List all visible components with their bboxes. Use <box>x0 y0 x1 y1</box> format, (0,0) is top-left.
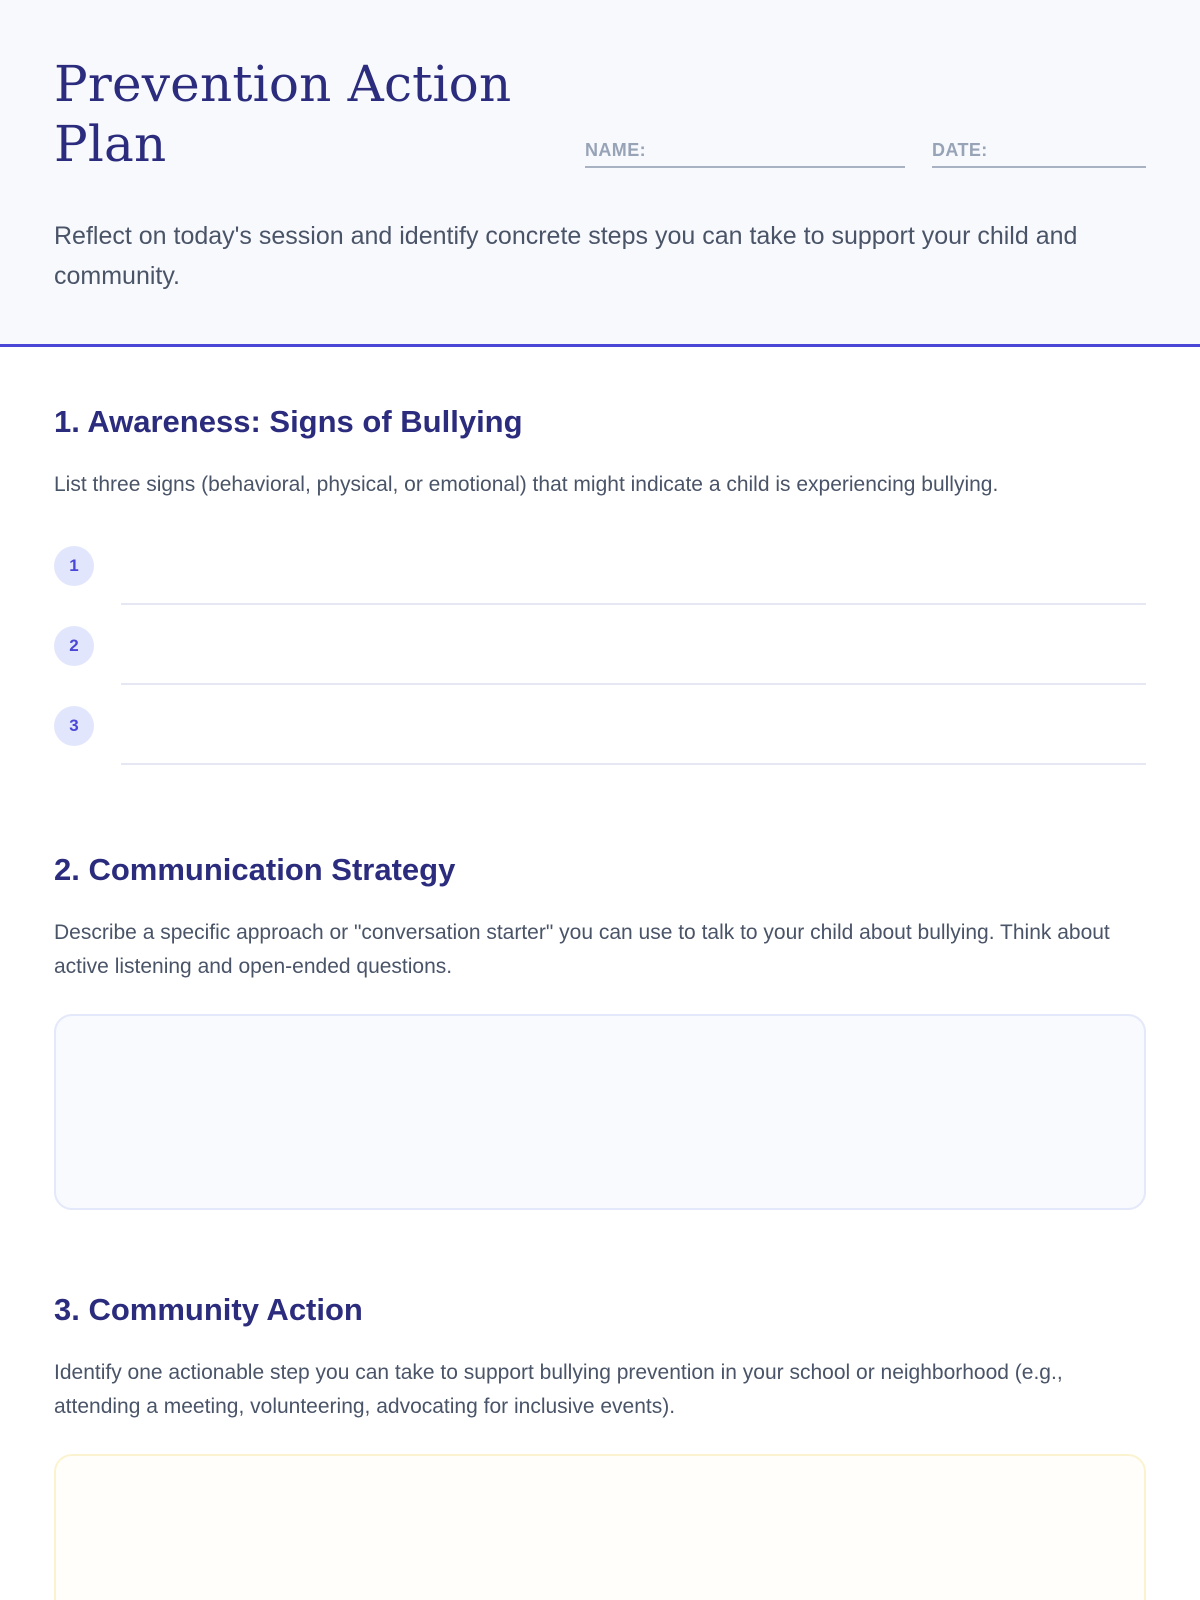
section-description: List three signs (behavioral, physical, or emotional) that might indicate a child is experiencing bullying. <box>54 473 999 496</box>
section-awareness <box>54 402 1146 776</box>
section-description: Describe a specific approach or "conversation starter" you can use to talk to your child about bullying. Think about active listening and open-ended questions. <box>54 921 1110 978</box>
sign-row-2 <box>54 616 1146 696</box>
sign-answer-line-1[interactable] <box>121 603 1146 605</box>
sign-answer-line-2[interactable] <box>121 683 1146 685</box>
page-title: Prevention Action Plan <box>54 55 512 173</box>
section-community <box>54 1290 1146 1600</box>
header-top <box>54 54 1146 174</box>
worksheet-content <box>0 402 1200 1600</box>
section-title: 1. Awareness: Signs of Bullying <box>54 404 523 439</box>
section-title: 2. Communication Strategy <box>54 852 456 887</box>
signs-list <box>54 536 1146 776</box>
sign-answer-line-3[interactable] <box>121 763 1146 765</box>
sign-number-badge: 3 <box>54 706 94 746</box>
page-header <box>0 0 1200 347</box>
section-description: Identify one actionable step you can take to support bullying prevention in your school or neighborhood (e.g., attending a meeting, volunteering, advocating for inclusive events). <box>54 1361 1063 1418</box>
sign-row-1 <box>54 536 1146 616</box>
sign-number-badge: 2 <box>54 626 94 666</box>
date-field[interactable]: DATE: <box>932 134 1146 168</box>
community-answer-box[interactable] <box>54 1454 1146 1600</box>
section-communication <box>54 850 1146 1210</box>
sign-row-3 <box>54 696 1146 776</box>
sign-number-badge: 1 <box>54 546 94 586</box>
section-title: 3. Community Action <box>54 1292 363 1327</box>
name-field[interactable]: NAME: <box>585 134 905 168</box>
header-fields <box>585 134 1146 174</box>
communication-answer-box[interactable] <box>54 1014 1146 1210</box>
intro-text: Reflect on today's session and identify concrete steps you can take to support your child and community. <box>54 222 1078 290</box>
